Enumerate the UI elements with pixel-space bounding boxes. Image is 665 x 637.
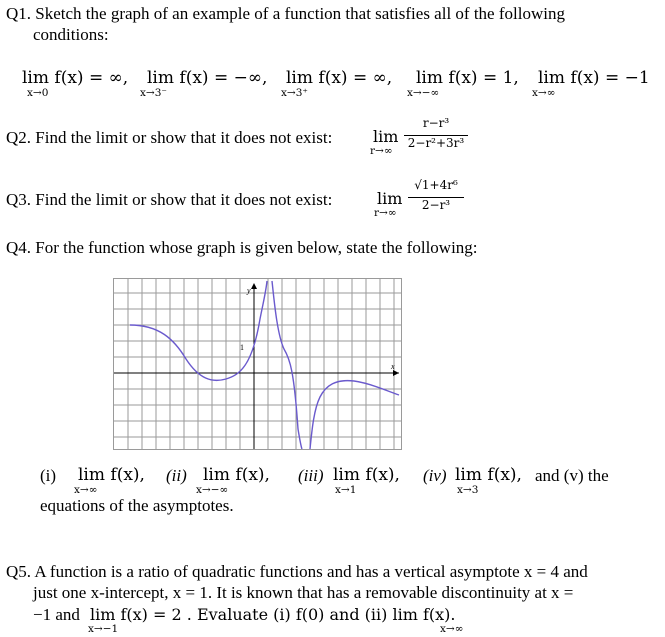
- q1-limit-2: lim f(x) = −∞,: [147, 68, 268, 88]
- q4-item-ii-label: (ii): [166, 466, 187, 485]
- q4-item-iv-label: (iv): [423, 466, 447, 485]
- q3-lim: lim: [377, 189, 403, 208]
- q1-limit-4-sub: x→−∞: [407, 87, 440, 99]
- q4-item-iii-sub: x→1: [335, 484, 357, 496]
- q4-item-iii-label: (iii): [298, 466, 324, 485]
- q2-lim: lim: [373, 127, 399, 146]
- q4-item-iv-sub: x→3: [457, 484, 479, 496]
- graph-grid: [114, 279, 401, 449]
- q4-item-i-sub: x→∞: [74, 484, 98, 496]
- q3-text: Q3. Find the limit or show that it does not exist:: [6, 190, 333, 209]
- q2-text: Q2. Find the limit or show that it does not exist:: [6, 128, 333, 147]
- q3-numerator: √1+4r⁶: [414, 178, 458, 192]
- q4-line2: equations of the asymptotes.: [40, 496, 234, 515]
- q1-limit-1-sub: x→0: [27, 87, 49, 99]
- q1-limit-2-sub: x→3⁻: [140, 87, 167, 99]
- q4-and-text: and (v) the: [535, 466, 609, 485]
- q4-item-ii-expr: lim f(x),: [203, 465, 270, 485]
- q4-item-ii-sub: x→−∞: [196, 484, 229, 496]
- q2-numerator: r−r³: [422, 116, 450, 130]
- q3-lim-sub: r→∞: [374, 207, 397, 219]
- q4-item-i-expr: lim f(x),: [78, 465, 145, 485]
- q5-line2: just one x-intercept, x = 1. It is known that has a removable discontinuity at x =: [33, 583, 574, 602]
- q1-line1: Q1. Sketch the graph of an example of a function that satisfies all of the following: [6, 4, 565, 23]
- y-axis-label: y: [247, 286, 251, 295]
- graph-svg: [114, 279, 401, 449]
- q1-limit-1: lim f(x) = ∞,: [22, 68, 129, 88]
- q5-sub-1: x→−1: [88, 623, 119, 635]
- function-graph: [113, 278, 402, 450]
- q1-limit-5-sub: x→∞: [532, 87, 556, 99]
- q1-limit-3: lim f(x) = ∞,: [286, 68, 393, 88]
- q1-line2: conditions:: [33, 25, 109, 44]
- q5-sub-2: x→∞: [440, 623, 464, 635]
- q2-denominator: 2−r²+3r³: [407, 136, 465, 150]
- q5-line3-a: −1 and: [33, 605, 80, 624]
- q4-item-iv-expr: lim f(x),: [455, 465, 522, 485]
- q4-item-iii-expr: lim f(x),: [333, 465, 400, 485]
- q5-line1: Q5. A function is a ratio of quadratic functions and has a vertical asymptote x = 4 and: [6, 562, 588, 581]
- y-axis-arrow: [251, 283, 257, 289]
- y-tick-label: 1: [240, 343, 244, 352]
- q5-line3-lim: lim f(x) = 2 . Evaluate (i) f(0) and (ii) lim f(x).: [90, 605, 456, 624]
- q4-text: Q4. For the function whose graph is given below, state the following:: [6, 238, 478, 257]
- q1-limit-5: lim f(x) = −1: [538, 68, 650, 88]
- q4-item-i-label: (i): [40, 466, 57, 485]
- q1-limit-4: lim f(x) = 1,: [416, 68, 519, 88]
- x-axis-label: x: [391, 362, 395, 371]
- q3-denominator: 2−r³: [421, 198, 451, 212]
- q1-limit-3-sub: x→3⁺: [281, 87, 308, 99]
- graph-axes: [114, 285, 399, 449]
- q2-lim-sub: r→∞: [370, 145, 393, 157]
